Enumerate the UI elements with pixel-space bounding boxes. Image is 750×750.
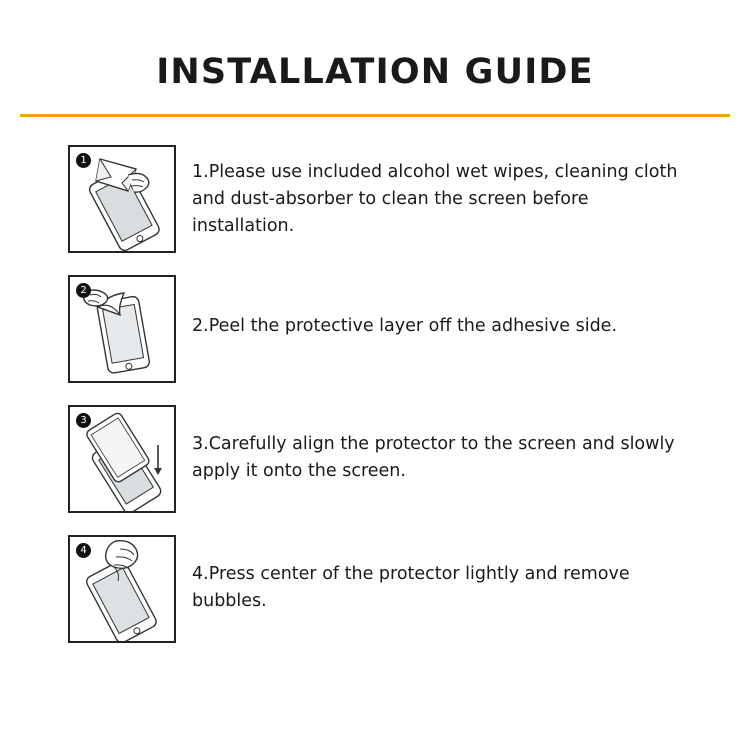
step-1-number: 1.: [192, 162, 209, 182]
step-3-number: 3.: [192, 434, 209, 454]
step-3-text: [192, 405, 692, 485]
step-4-body: Press center of the protector lightly and remove bubbles.: [192, 564, 630, 611]
step-3-illustration: [68, 405, 176, 513]
step-2-body: Peel the protective layer off the adhesive side.: [208, 316, 618, 336]
list-item: [68, 405, 730, 513]
step-3-body: Carefully align the protector to the screen and slowly apply it onto the screen.: [192, 434, 675, 481]
step-4-text: [192, 535, 692, 615]
step-1-illustration: [68, 145, 176, 253]
list-item: [68, 275, 730, 383]
step-badge: 2: [76, 283, 91, 298]
step-4-illustration: [68, 535, 176, 643]
step-1-body: Please use included alcohol wet wipes, cleaning cloth and dust-absorber to clean the screen before installation.: [192, 162, 678, 236]
step-2-number: 2.: [192, 316, 209, 336]
steps-list: [0, 145, 750, 643]
step-badge: 1: [76, 153, 91, 168]
title-divider: [20, 114, 730, 117]
list-item: [68, 535, 730, 643]
step-badge: 3: [76, 413, 91, 428]
step-2-text: [192, 275, 617, 340]
step-badge: 4: [76, 543, 91, 558]
step-2-illustration: [68, 275, 176, 383]
list-item: [68, 145, 730, 253]
page-title: INSTALLATION GUIDE: [156, 52, 594, 92]
title-block: [0, 0, 750, 117]
step-4-number: 4.: [192, 564, 209, 584]
step-1-text: [192, 145, 692, 240]
